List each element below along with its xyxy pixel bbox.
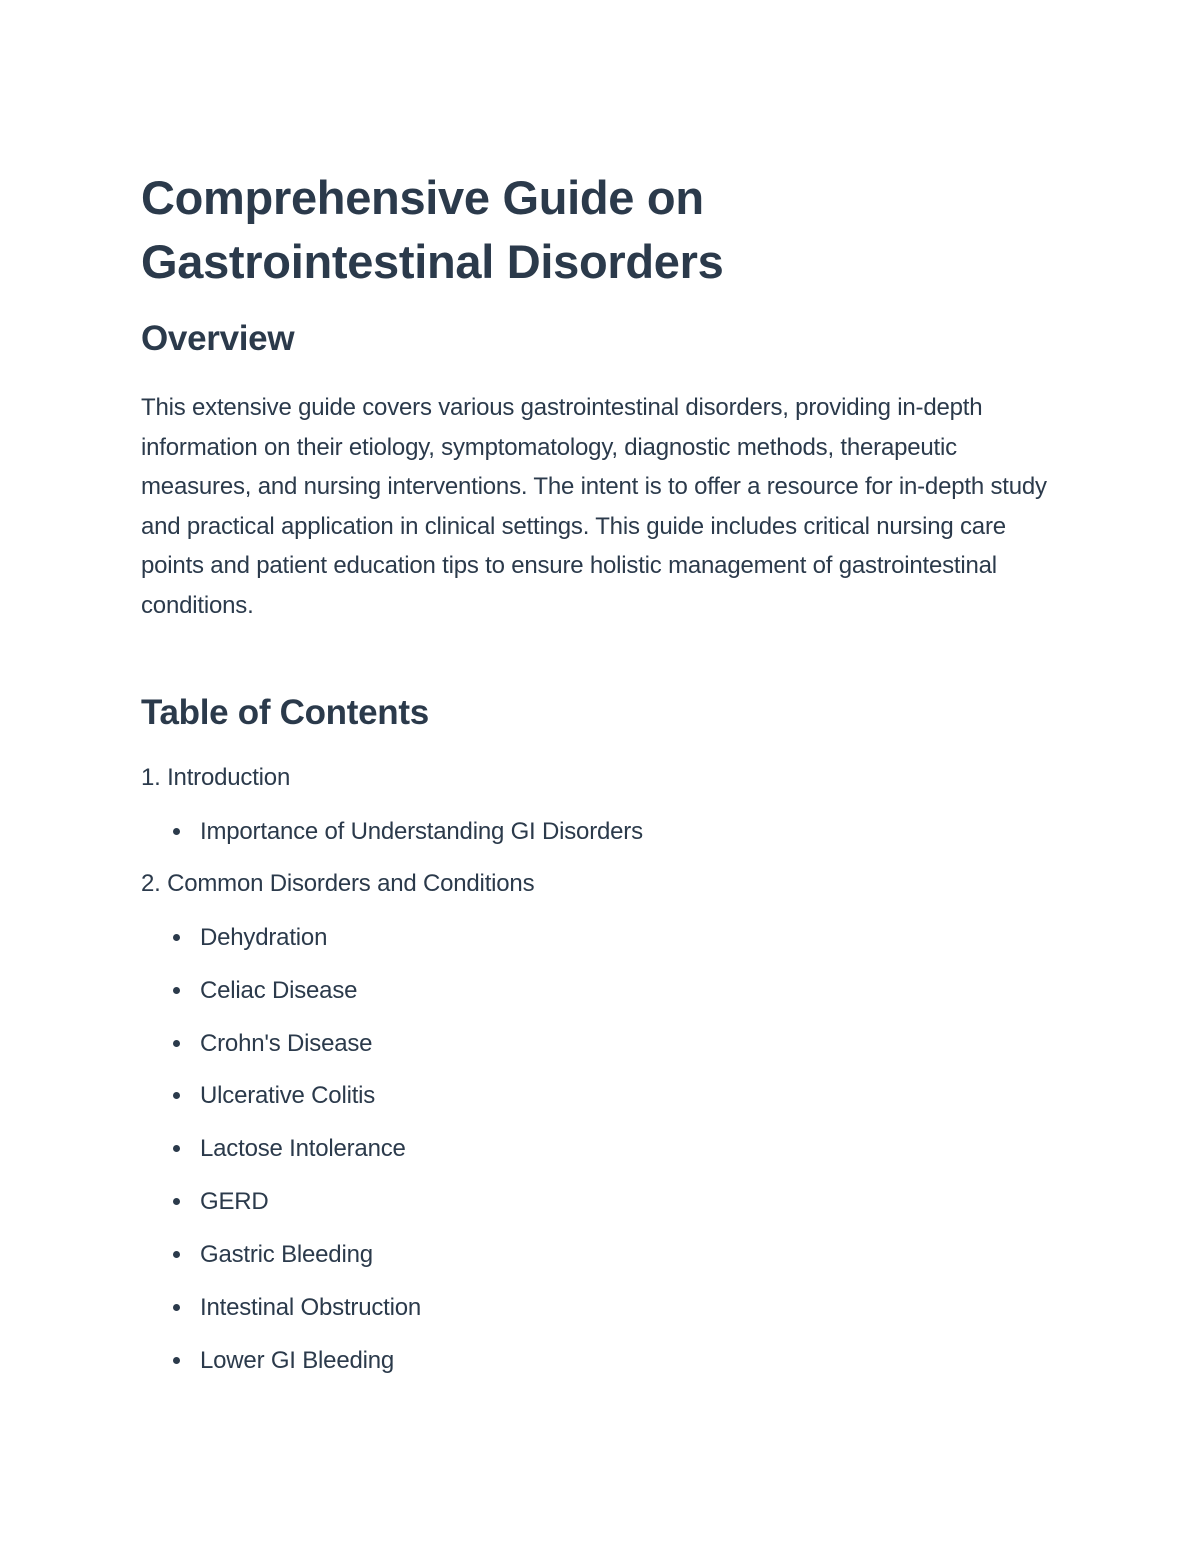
- bullet-icon: [173, 1145, 180, 1152]
- toc-heading: Table of Contents: [141, 693, 429, 732]
- toc-subitem: Gastric Bleeding: [200, 1241, 373, 1268]
- toc-subitem: Importance of Understanding GI Disorders: [200, 818, 643, 845]
- bullet-icon: [173, 1092, 180, 1099]
- bullet-icon: [173, 1198, 180, 1205]
- overview-heading: Overview: [141, 319, 295, 358]
- toc-item-common-disorders: 2. Common Disorders and Conditions: [141, 870, 535, 897]
- bullet-icon: [173, 828, 180, 835]
- toc-subitem: Lactose Intolerance: [200, 1135, 406, 1162]
- bullet-icon: [173, 1304, 180, 1311]
- bullet-icon: [173, 1040, 180, 1047]
- bullet-icon: [173, 1357, 180, 1364]
- bullet-icon: [173, 934, 180, 941]
- bullet-icon: [173, 1251, 180, 1258]
- toc-subitem: Dehydration: [200, 924, 328, 951]
- toc-subitem: GERD: [200, 1188, 269, 1215]
- toc-subitem: Ulcerative Colitis: [200, 1082, 376, 1109]
- overview-paragraph: This extensive guide covers various gastrointestinal disorders, providing in-depth information on their etiology, symptomatology, diagnostic methods, therapeutic measures, and nursing interventions. The intent is to offer a resource for in-depth study and practical application in clinical settings. This guide includes critical nursing care points and patient education tips to ensure holistic management of gastrointestinal conditions.: [141, 394, 1047, 619]
- toc-item-introduction: 1. Introduction: [141, 764, 291, 791]
- toc-subitem: Lower GI Bleeding: [200, 1347, 395, 1374]
- toc-subitem: Celiac Disease: [200, 977, 358, 1004]
- toc-subitem: Intestinal Obstruction: [200, 1294, 422, 1321]
- page-title: Comprehensive Guide on Gastrointestinal Disorders: [141, 171, 724, 288]
- bullet-icon: [173, 987, 180, 994]
- toc-subitem: Crohn's Disease: [200, 1030, 373, 1057]
